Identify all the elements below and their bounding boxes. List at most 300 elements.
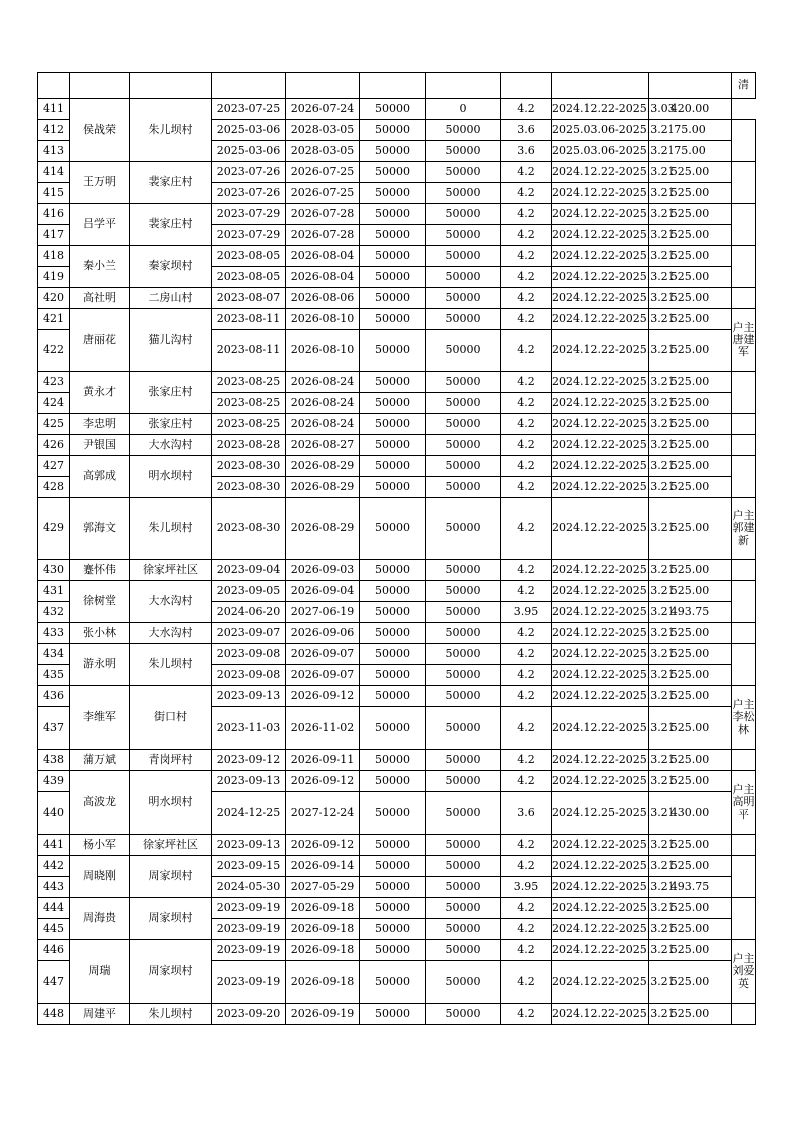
row-number-cell: 426 [38,435,70,456]
row-number-cell: 443 [38,877,70,898]
interest-rate-cell: 4.2 [501,393,552,414]
interest-rate-cell: 4.2 [501,498,552,560]
loan-start-date-cell: 2023-09-12 [212,750,286,771]
loan-balance-cell: 50000 [426,792,501,835]
loan-amount-cell: 50000 [360,560,426,581]
loan-balance-cell: 50000 [426,623,501,644]
interest-rate-cell: 4.2 [501,183,552,204]
table-row [38,856,756,877]
interest-rate-cell: 3.95 [501,602,552,623]
row-number-cell: 447 [38,961,70,1004]
loan-start-date-cell: 2023-08-07 [212,288,286,309]
loan-end-date-cell: 2026-07-24 [286,99,360,120]
interest-period-cell: 2024.12.22-2025.3.21 [552,498,649,560]
loan-start-date-cell: 2023-09-05 [212,581,286,602]
interest-period-cell: 2024.12.22-2025.3.21 [552,456,649,477]
row-number-cell: 413 [38,141,70,162]
borrower-name-cell: 游永明 [70,644,130,686]
loan-start-date-cell: 2023-09-19 [212,940,286,961]
interest-amount-cell: 525.00 [649,393,732,414]
village-cell: 周家坝村 [130,856,212,898]
loan-amount-cell: 50000 [360,602,426,623]
interest-amount-cell: 525.00 [649,665,732,686]
interest-rate-cell: 3.6 [501,792,552,835]
table-row [38,771,756,792]
interest-rate-cell: 4.2 [501,961,552,1004]
loan-amount-cell: 50000 [360,330,426,372]
loan-start-date-cell: 2023-09-08 [212,644,286,665]
blank-cell [38,73,70,99]
loan-end-date-cell: 2026-11-02 [286,707,360,750]
table-row [38,623,756,644]
interest-amount-cell: 75.00 [649,141,732,162]
borrower-name-cell: 蹇怀伟 [70,560,130,581]
remark-cell [732,246,756,288]
row-number-cell: 435 [38,665,70,686]
interest-rate-cell: 4.2 [501,225,552,246]
interest-rate-cell: 4.2 [501,835,552,856]
interest-amount-cell: 525.00 [649,750,732,771]
interest-amount-cell: 525.00 [649,898,732,919]
loan-start-date-cell: 2023-07-26 [212,183,286,204]
remark-cell [732,856,756,898]
loan-end-date-cell: 2026-09-12 [286,771,360,792]
loan-end-date-cell: 2026-08-06 [286,288,360,309]
table-row [38,435,756,456]
loan-amount-cell: 50000 [360,707,426,750]
interest-period-cell: 2024.12.22-2025.3.21 [552,246,649,267]
borrower-name-cell: 李维军 [70,686,130,750]
remark-line: 户主 [732,698,755,712]
blank-cell [130,73,212,99]
interest-amount-cell: 525.00 [649,498,732,560]
loan-amount-cell: 50000 [360,225,426,246]
interest-period-cell: 2025.03.06-2025.3.21 [552,141,649,162]
interest-amount-cell: 525.00 [649,856,732,877]
loan-balance-cell: 50000 [426,877,501,898]
interest-amount-cell: 525.00 [649,644,732,665]
loan-balance-cell: 0 [426,99,501,120]
interest-period-cell: 2024.12.22-2025.3.21 [552,919,649,940]
table-row [38,940,756,961]
interest-rate-cell: 4.2 [501,750,552,771]
interest-amount-cell: 525.00 [649,288,732,309]
loan-balance-cell: 50000 [426,141,501,162]
table-row [38,898,756,919]
interest-amount-cell: 493.75 [649,877,732,898]
interest-amount-cell: 525.00 [649,309,732,330]
loan-balance-cell: 50000 [426,183,501,204]
interest-amount-cell: 525.00 [649,162,732,183]
interest-rate-cell: 4.2 [501,707,552,750]
row-number-cell: 431 [38,581,70,602]
loan-balance-cell: 50000 [426,665,501,686]
row-number-cell: 415 [38,183,70,204]
interest-amount-cell: 525.00 [649,771,732,792]
loan-amount-cell: 50000 [360,477,426,498]
row-number-cell: 434 [38,644,70,665]
remark-line: 英 [738,976,749,990]
remark-line: 林 [738,722,749,736]
row-number-cell: 436 [38,686,70,707]
interest-rate-cell: 4.2 [501,372,552,393]
village-cell: 裴家庄村 [130,204,212,246]
row-number-cell: 412 [38,120,70,141]
loan-amount-cell: 50000 [360,835,426,856]
loan-amount-cell: 50000 [360,771,426,792]
interest-rate-cell: 3.6 [501,141,552,162]
loan-end-date-cell: 2026-08-29 [286,456,360,477]
interest-rate-cell: 4.2 [501,581,552,602]
remark-cell [732,686,756,750]
interest-amount-cell: 525.00 [649,835,732,856]
row-number-cell: 420 [38,288,70,309]
remark-line: 唐建 [732,332,755,346]
interest-rate-cell: 4.2 [501,623,552,644]
interest-rate-cell: 4.2 [501,456,552,477]
borrower-name-cell: 尹银国 [70,435,130,456]
table-row [38,835,756,856]
row-number-cell: 421 [38,309,70,330]
interest-rate-cell: 4.2 [501,560,552,581]
loan-end-date-cell: 2026-09-12 [286,686,360,707]
village-cell: 街口村 [130,686,212,750]
loan-balance-cell: 50000 [426,162,501,183]
table-row [38,1004,756,1025]
blank-cell [360,73,426,99]
remark-cell [732,456,756,498]
borrower-name-cell: 高社明 [70,288,130,309]
loan-end-date-cell: 2026-09-18 [286,940,360,961]
interest-period-cell: 2024.12.22-2025.3.21 [552,856,649,877]
loan-balance-cell: 50000 [426,602,501,623]
row-number-cell: 422 [38,330,70,372]
table-row [38,498,756,560]
loan-amount-cell: 50000 [360,919,426,940]
loan-end-date-cell: 2027-06-19 [286,602,360,623]
remark-line: 户主 [732,783,755,797]
table-row [38,246,756,267]
loan-start-date-cell: 2023-09-19 [212,961,286,1004]
loan-balance-cell: 50000 [426,771,501,792]
village-cell: 徐家坪社区 [130,560,212,581]
interest-amount-cell: 493.75 [649,602,732,623]
row-number-cell: 444 [38,898,70,919]
remark-line: 新 [738,533,749,547]
loan-amount-cell: 50000 [360,267,426,288]
loan-end-date-cell: 2026-09-18 [286,898,360,919]
loan-balance-cell: 50000 [426,940,501,961]
loan-amount-cell: 50000 [360,309,426,330]
row-number-cell: 440 [38,792,70,835]
borrower-name-cell: 黄永才 [70,372,130,414]
loan-balance-cell: 50000 [426,961,501,1004]
loan-amount-cell: 50000 [360,99,426,120]
loan-balance-cell: 50000 [426,498,501,560]
borrower-name-cell: 高波龙 [70,771,130,835]
loan-end-date-cell: 2026-09-18 [286,961,360,1004]
loan-start-date-cell: 2023-08-30 [212,456,286,477]
table-row [38,414,756,435]
interest-period-cell: 2024.12.25-2025.3.21 [552,792,649,835]
remark-cell [732,940,756,1004]
interest-period-cell: 2024.12.22-2025.3.21 [552,835,649,856]
loan-start-date-cell: 2023-08-05 [212,246,286,267]
village-cell: 明水坝村 [130,456,212,498]
village-cell: 明水坝村 [130,771,212,835]
loan-end-date-cell: 2026-09-03 [286,560,360,581]
remark-cell [732,644,756,686]
interest-period-cell: 2024.12.22-2025.3.21 [552,414,649,435]
remark-cell [732,204,756,246]
loan-end-date-cell: 2026-09-07 [286,644,360,665]
interest-rate-cell: 4.2 [501,288,552,309]
loan-start-date-cell: 2023-09-13 [212,771,286,792]
loan-balance-cell: 50000 [426,330,501,372]
loan-amount-cell: 50000 [360,665,426,686]
loan-amount-cell: 50000 [360,961,426,1004]
loan-end-date-cell: 2026-08-10 [286,309,360,330]
interest-rate-cell: 4.2 [501,477,552,498]
loan-amount-cell: 50000 [360,288,426,309]
loan-end-date-cell: 2028-03-05 [286,120,360,141]
interest-rate-cell: 4.2 [501,435,552,456]
loan-start-date-cell: 2025-03-06 [212,120,286,141]
village-cell: 裴家庄村 [130,162,212,204]
blank-cell [70,73,130,99]
village-cell: 周家坝村 [130,940,212,1004]
loan-start-date-cell: 2025-03-06 [212,141,286,162]
remark-line: 平 [738,807,749,821]
interest-rate-cell: 4.2 [501,330,552,372]
village-cell: 张家庄村 [130,414,212,435]
loan-amount-cell: 50000 [360,686,426,707]
interest-amount-cell: 430.00 [649,792,732,835]
interest-rate-cell: 4.2 [501,162,552,183]
table-row [38,372,756,393]
loan-end-date-cell: 2027-05-29 [286,877,360,898]
row-number-cell: 433 [38,623,70,644]
interest-amount-cell: 75.00 [649,120,732,141]
loan-start-date-cell: 2024-06-20 [212,602,286,623]
table-row [38,581,756,602]
remark-cell [732,771,756,835]
interest-amount-cell: 525.00 [649,225,732,246]
loan-balance-cell: 50000 [426,686,501,707]
borrower-name-cell: 蒲万斌 [70,750,130,771]
loan-end-date-cell: 2026-08-27 [286,435,360,456]
row-number-cell: 432 [38,602,70,623]
remark-cell [732,162,756,204]
interest-period-cell: 2024.12.22-2025.3.21 [552,204,649,225]
loan-amount-cell: 50000 [360,414,426,435]
table-row [38,750,756,771]
loan-amount-cell: 50000 [360,372,426,393]
loan-amount-cell: 50000 [360,141,426,162]
remark-line: 郭建 [732,521,755,535]
interest-amount-cell: 525.00 [649,330,732,372]
village-cell: 张家庄村 [130,372,212,414]
village-cell: 徐家坪社区 [130,835,212,856]
village-cell: 秦家坝村 [130,246,212,288]
loan-start-date-cell: 2024-12-25 [212,792,286,835]
interest-period-cell: 2024.12.22-2025.3.21 [552,877,649,898]
remark-cell [732,835,756,856]
loan-balance-cell: 50000 [426,372,501,393]
row-number-cell: 417 [38,225,70,246]
remark-line: 李松 [732,710,755,724]
interest-rate-cell: 4.2 [501,414,552,435]
row-number-cell: 437 [38,707,70,750]
interest-period-cell: 2024.12.22-2025.3.21 [552,686,649,707]
interest-amount-cell: 525.00 [649,204,732,225]
table-row [38,686,756,707]
interest-amount-cell: 525.00 [649,560,732,581]
remark-line: 高明 [732,795,755,809]
loan-amount-cell: 50000 [360,877,426,898]
interest-rate-cell: 4.2 [501,246,552,267]
borrower-name-cell: 王万明 [70,162,130,204]
borrower-name-cell: 杨小军 [70,835,130,856]
loan-balance-cell: 50000 [426,267,501,288]
borrower-name-cell: 张小林 [70,623,130,644]
loan-balance-cell: 50000 [426,750,501,771]
loan-balance-cell: 50000 [426,288,501,309]
village-cell: 朱儿坝村 [130,644,212,686]
loan-amount-cell: 50000 [360,183,426,204]
loan-end-date-cell: 2026-08-10 [286,330,360,372]
table-row [38,99,756,120]
remark-cell [732,120,756,162]
interest-period-cell: 2024.12.22-2025.3.21 [552,477,649,498]
row-number-cell: 430 [38,560,70,581]
table-row [38,204,756,225]
loan-end-date-cell: 2026-07-28 [286,225,360,246]
row-number-cell: 442 [38,856,70,877]
table-row [38,456,756,477]
interest-rate-cell: 3.6 [501,120,552,141]
loan-start-date-cell: 2023-08-11 [212,309,286,330]
table-row [38,162,756,183]
loan-balance-cell: 50000 [426,120,501,141]
loan-end-date-cell: 2026-08-29 [286,477,360,498]
interest-period-cell: 2024.12.22-2025.3.21 [552,961,649,1004]
interest-amount-cell: 525.00 [649,183,732,204]
remark-line: 户主 [732,509,755,523]
loan-amount-cell: 50000 [360,246,426,267]
row-number-cell: 429 [38,498,70,560]
row-number-cell: 416 [38,204,70,225]
loan-end-date-cell: 2026-09-04 [286,581,360,602]
remark-line: 户主 [732,952,755,966]
borrower-name-cell: 周瑞 [70,940,130,1004]
remark-cell [732,1004,756,1025]
interest-period-cell: 2025.03.06-2025.3.21 [552,120,649,141]
interest-amount-cell: 525.00 [649,623,732,644]
loan-start-date-cell: 2023-09-13 [212,835,286,856]
interest-amount-cell: 525.00 [649,919,732,940]
interest-period-cell: 2024.12.22-2025.3.21 [552,183,649,204]
interest-period-cell: 2024.12.22-2025.3.21 [552,560,649,581]
row-number-cell: 418 [38,246,70,267]
interest-rate-cell: 4.2 [501,771,552,792]
blank-cell [552,73,649,99]
interest-rate-cell: 4.2 [501,204,552,225]
interest-amount-cell: 525.00 [649,581,732,602]
loan-balance-cell: 50000 [426,898,501,919]
interest-period-cell: 2024.12.22-2025.3.21 [552,581,649,602]
loan-end-date-cell: 2026-09-14 [286,856,360,877]
loan-end-date-cell: 2028-03-05 [286,141,360,162]
row-number-cell: 448 [38,1004,70,1025]
interest-amount-cell: 525.00 [649,686,732,707]
loan-start-date-cell: 2024-05-30 [212,877,286,898]
interest-period-cell: 2024.12.22-2025.3.21 [552,225,649,246]
village-cell: 朱儿坝村 [130,99,212,162]
loan-balance-cell: 50000 [426,835,501,856]
loan-end-date-cell: 2026-08-24 [286,393,360,414]
loan-start-date-cell: 2023-09-08 [212,665,286,686]
loan-balance-cell: 50000 [426,560,501,581]
loan-start-date-cell: 2023-08-30 [212,477,286,498]
interest-period-cell: 2024.12.22-2025.3.21 [552,309,649,330]
loan-start-date-cell: 2023-08-28 [212,435,286,456]
interest-amount-cell: 525.00 [649,940,732,961]
loan-start-date-cell: 2023-07-25 [212,99,286,120]
table-row [38,644,756,665]
interest-period-cell: 2024.12.22-2025.3.21 [552,750,649,771]
loan-balance-cell: 50000 [426,204,501,225]
row-number-cell: 414 [38,162,70,183]
row-number-cell: 446 [38,940,70,961]
loan-end-date-cell: 2026-08-24 [286,414,360,435]
interest-rate-cell: 4.2 [501,644,552,665]
village-cell: 朱儿坝村 [130,498,212,560]
interest-period-cell: 2024.12.22-2025.3.21 [552,623,649,644]
interest-period-cell: 2024.12.22-2025.3.03 [552,99,649,120]
interest-rate-cell: 4.2 [501,940,552,961]
loan-amount-cell: 50000 [360,856,426,877]
loan-amount-cell: 50000 [360,940,426,961]
loan-amount-cell: 50000 [360,898,426,919]
remark-cell [732,898,756,940]
borrower-name-cell: 周晓刚 [70,856,130,898]
interest-period-cell: 2024.12.22-2025.3.21 [552,393,649,414]
interest-period-cell: 2024.12.22-2025.3.21 [552,771,649,792]
loan-balance-cell: 50000 [426,707,501,750]
interest-rate-cell: 4.2 [501,919,552,940]
loan-start-date-cell: 2023-09-19 [212,919,286,940]
interest-period-cell: 2024.12.22-2025.3.21 [552,267,649,288]
loan-start-date-cell: 2023-08-05 [212,267,286,288]
remark-line: 户主 [732,320,755,334]
interest-amount-cell: 525.00 [649,435,732,456]
loan-start-date-cell: 2023-08-25 [212,372,286,393]
interest-amount-cell: 525.00 [649,1004,732,1025]
remark-cell [732,498,756,560]
loan-start-date-cell: 2023-08-25 [212,414,286,435]
village-cell: 二房山村 [130,288,212,309]
village-cell: 大水沟村 [130,581,212,623]
loan-balance-cell: 50000 [426,309,501,330]
loan-balance-cell: 50000 [426,644,501,665]
loan-amount-cell: 50000 [360,498,426,560]
loan-end-date-cell: 2026-09-06 [286,623,360,644]
borrower-name-cell: 周建平 [70,1004,130,1025]
remark-cell [732,435,756,456]
loan-amount-cell: 50000 [360,581,426,602]
borrower-name-cell: 唐丽花 [70,309,130,372]
